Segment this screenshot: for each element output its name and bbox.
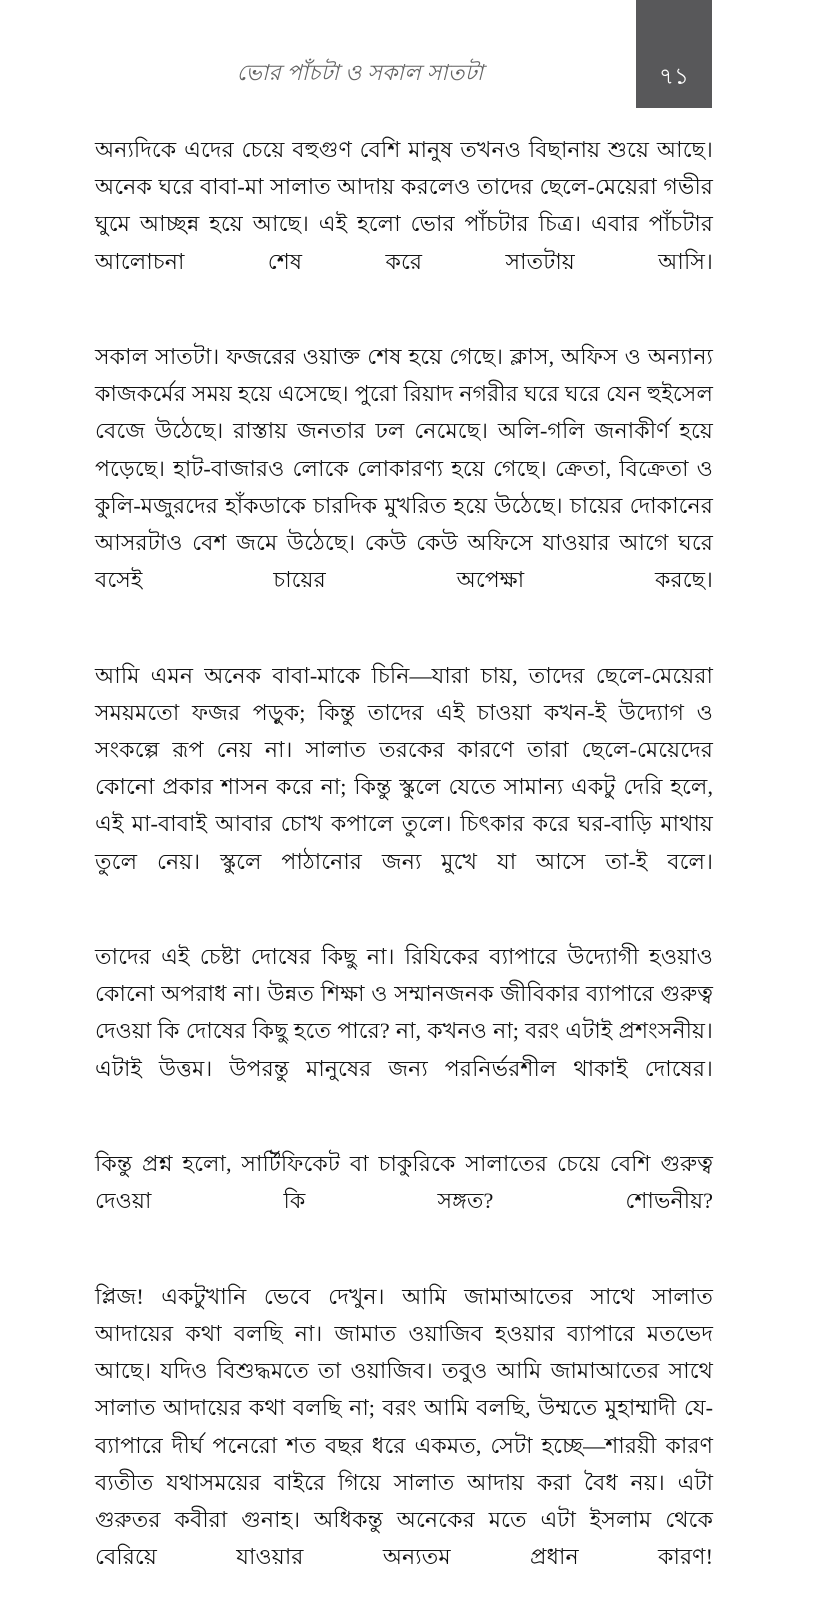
paragraph: আমি এমন অনেক বাবা-মাকে চিনি—যারা চায়, তাদের ছেলে-মেয়েরা সময়মতো ফজর পড়ুক; কিন্তু তাদের এই চাওয়া কখন-ই উদ্যোগ ও সংকল্পে রূপ নেয় না। সালাত তরকের কারণে তারা ছেলে-মেয়েদের কোনো প্রকার শাসন করে না; কিন্তু স্কুলে যেতে সামান্য একটু দেরি হলে, এই মা-বাবাই আবার চোখ কপালে তুলে। চিৎকার করে ঘর-বাড়ি মাথায় তুলে নেয়। স্কুলে পাঠানোর জন্য মুখে যা আসে তা-ই বলে। <box>95 662 713 874</box>
paragraph: অন্যদিকে এদের চেয়ে বহুগুণ বেশি মানুষ তখনও বিছানায় শুয়ে আছে। অনেক ঘরে বাবা-মা সালাত আদায় করলেও তাদের ছেলে-মেয়েরা গভীর ঘুমে আচ্ছন্ন হয়ে আছে। এই হলো ভোর পাঁচটার চিত্র। এবার পাঁচটার আলোচনা শেষ করে সাতটায় আসি। <box>95 137 713 274</box>
page-number-text: ৭১ <box>659 64 689 89</box>
paragraph: কিন্তু প্রশ্ন হলো, সার্টিফিকেট বা চাকুরিকে সালাতের চেয়ে বেশি গুরুত্ব দেওয়া কি সঙ্গত? শোভনীয়? <box>95 1151 713 1214</box>
paragraph: সকাল সাতটা। ফজরের ওয়াক্ত শেষ হয়ে গেছে। ক্লাস, অফিস ও অন্যান্য কাজকর্মের সময় হয়ে এসেছে। পুরো রিয়াদ নগরীর ঘরে ঘরে যেন হুইসেল বেজে উঠেছে। রাস্তায় জনতার ঢল নেমেছে। অলি-গলি জনাকীর্ণ হয়ে পড়েছে। হাট-বাজারও লোকে লোকারণ্য হয়ে গেছে। ক্রেতা, বিক্রেতা ও কুলি-মজুরদের হাঁকডাকে চারদিক মুখরিত হয়ে উঠেছে। চায়ের দোকানের আসরটাও বেশ জমে উঠেছে। কেউ কেউ অফিসে যাওয়ার আগে ঘরে বসেই চায়ের অপেক্ষা করছে। <box>95 344 713 593</box>
paragraph: প্লিজ! একটুখানি ভেবে দেখুন। আমি জামাআতের সাথে সালাত আদায়ের কথা বলছি না। জামাত ওয়াজিব হওয়ার ব্যাপারে মতভেদ আছে। যদিও বিশুদ্ধমতে তা ওয়াজিব। তবুও আমি জামাআতের সাথে সালাত আদায়ের কথা বলছি না; বরং আমি বলছি, উম্মতে মুহাম্মাদী যে-ব্যাপারে দীর্ঘ পনেরো শত বছর ধরে একমত, সেটা হচ্ছে—শারয়ী কারণ ব্যতীত যথাসময়ের বাইরে গিয়ে সালাত আদায় করা বৈধ নয়। এটা গুরুতর কবীরা গুনাহ। অধিকন্তু অনেকের মতে এটা ইসলাম থেকে বেরিয়ে যাওয়ার অন্যতম প্রধান কারণ! <box>95 1283 713 1570</box>
page-number-badge <box>636 0 712 108</box>
paragraph: তাদের এই চেষ্টা দোষের কিছু না। রিযিকের ব্যাপারে উদ্যোগী হওয়াও কোনো অপরাধ না। উন্নত শিক্ষা ও সম্মানজনক জীবিকার ব্যাপারে গুরুত্ব দেওয়া কি দোষের কিছু হতে পারে? না, কখনও না; বরং এটাই প্রশংসনীয়। এটাই উত্তম। উপরন্তু মানুষের জন্য পরনির্ভরশীল থাকাই দোষের। <box>95 944 713 1081</box>
page-header <box>0 0 822 112</box>
page-body-text <box>95 131 713 1613</box>
running-header-title: ভোর পাঁচটা ও সকাল সাতটা <box>236 60 484 85</box>
